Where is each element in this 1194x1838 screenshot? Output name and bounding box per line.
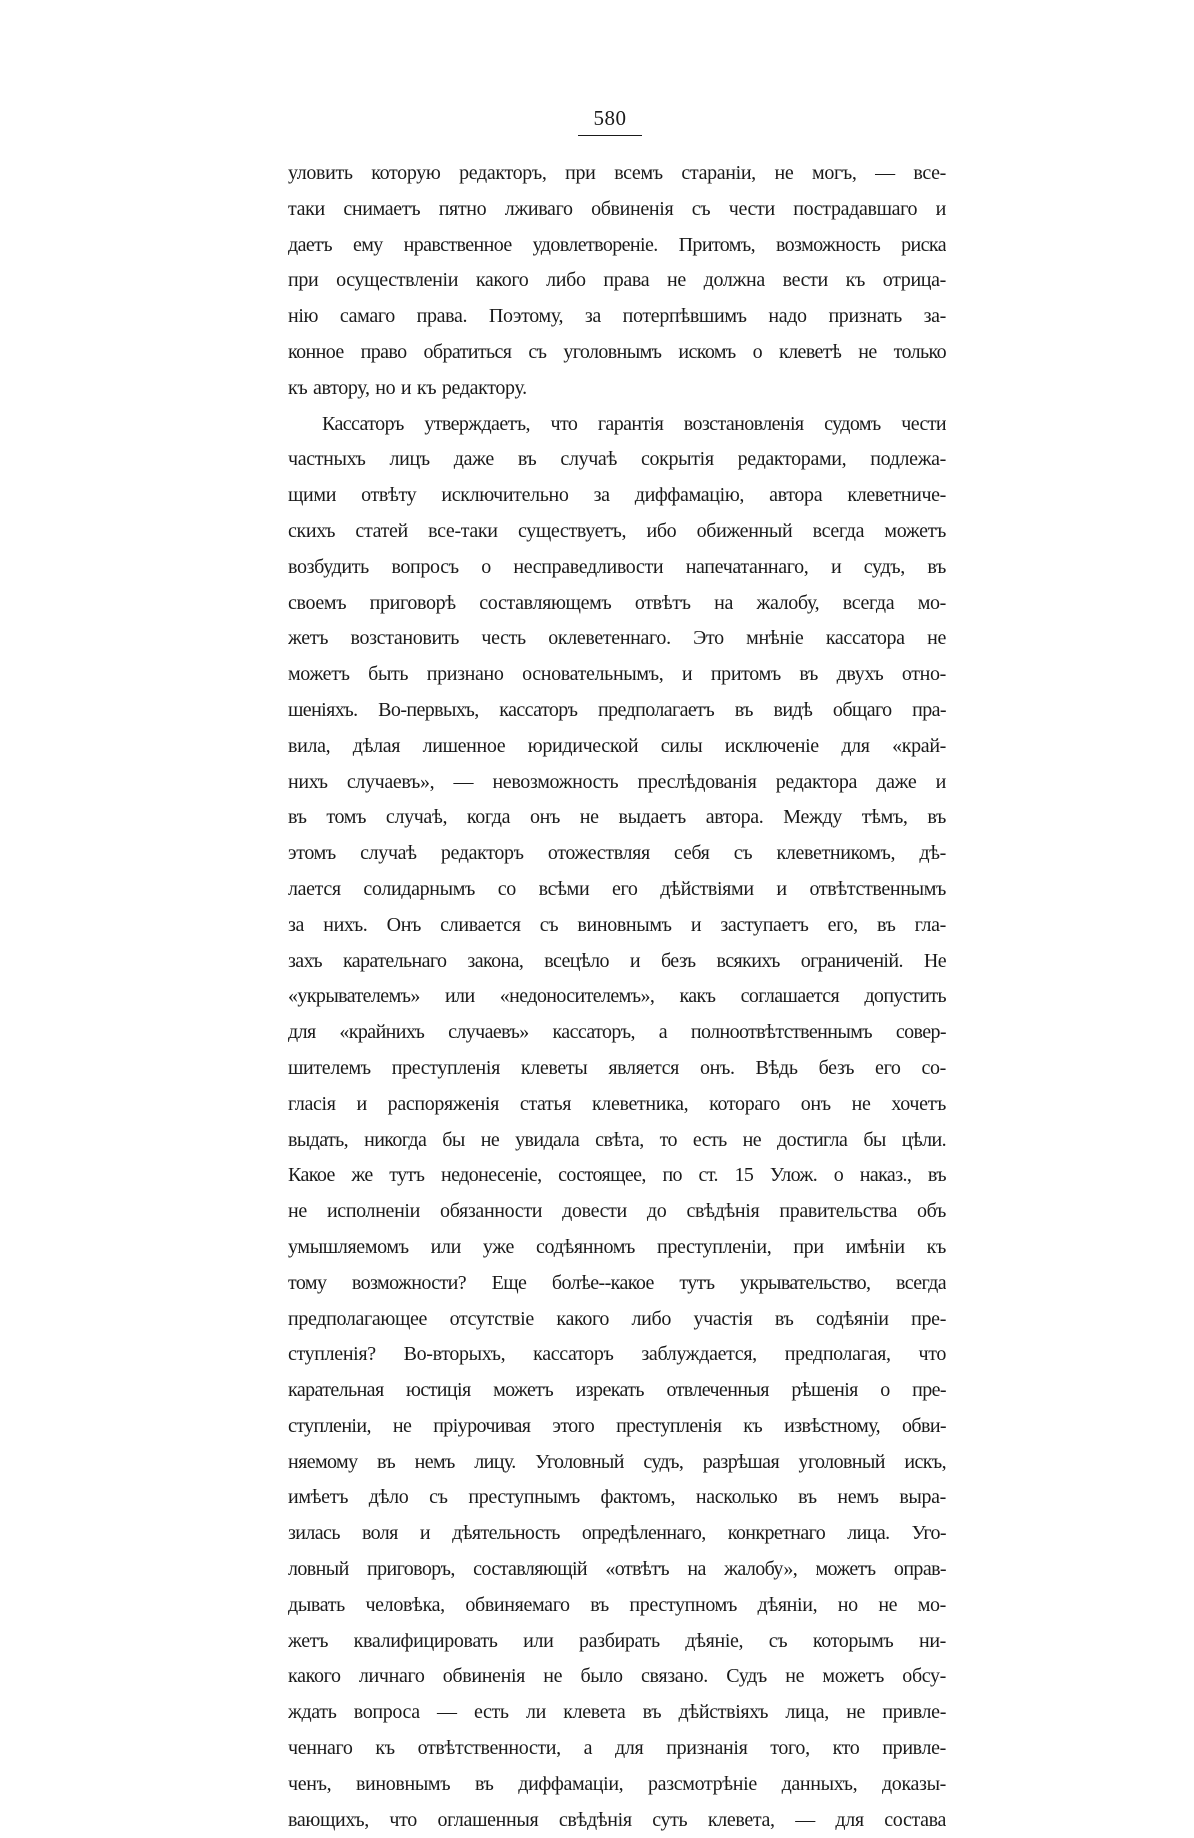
text-line: возбудить вопросъ о несправедливости напечатаннаго, и судъ, въ — [288, 555, 946, 578]
text-line: жетъ возстановить честь оклеветеннаго. Это мнѣніе кассатора не — [288, 627, 946, 650]
text-line: щими отвѣту исключительно за диффамацію, автора клеветниче- — [288, 484, 946, 507]
text-line: къ автору, но и къ редактору. — [288, 376, 527, 399]
text-line: ченъ, виновнымъ въ диффамаціи, разсмотрѣніе данныхъ, доказы- — [288, 1772, 946, 1795]
text-line: ловный приговоръ, составляющій «отвѣтъ на жалобу», можетъ оправ- — [288, 1558, 946, 1581]
text-line: даетъ ему нравственное удовлетвореніе. Притомъ, возможность риска — [288, 233, 946, 256]
text-line: дывать человѣка, обвиняемаго въ преступномъ дѣяніи, но не мо- — [288, 1593, 946, 1616]
text-line: карательная юстиція можетъ изрекать отвлеченныя рѣшенія о пре- — [288, 1379, 946, 1402]
text-line: няемому въ немъ лицу. Уголовный судъ, разрѣшая уголовный искъ, — [288, 1450, 946, 1473]
text-line: имѣетъ дѣло съ преступнымъ фактомъ, насколько въ немъ выра- — [288, 1486, 946, 1509]
text-line: за нихъ. Онъ сливается съ виновнымъ и заступаетъ его, въ гла- — [288, 913, 946, 936]
text-line: въ томъ случаѣ, когда онъ не выдаетъ автора. Между тѣмъ, въ — [288, 806, 946, 829]
text-line: шеніяхъ. Во-первыхъ, кассаторъ предполагаетъ въ видѣ общаго пра- — [288, 698, 946, 721]
page-number-rule — [578, 135, 642, 136]
text-line: выдать, никогда бы не увидала свѣта, то есть не достигла бы цѣли. — [288, 1128, 946, 1151]
text-line: своемъ приговорѣ составляющемъ отвѣтъ на жалобу, всегда мо- — [288, 591, 946, 614]
text-line: тому возможности? Еще болѣе--какое тутъ укрывательство, всегда — [288, 1271, 946, 1294]
text-line: нихъ случаевъ», — невозможность преслѣдованія редактора даже и — [288, 770, 946, 793]
text-line: конное право обратиться съ уголовнымъ искомъ о клеветѣ не только — [288, 340, 946, 363]
text-line: Какое же тутъ недонесеніе, состоящее, по ст. 15 Улож. о наказ., въ — [288, 1164, 946, 1187]
text-line: ченнаго къ отвѣтственности, а для признанія того, кто привле- — [288, 1737, 946, 1760]
text-line: «укрывателемъ» или «недоносителемъ», какъ соглашается допустить — [288, 985, 946, 1008]
body-text — [288, 156, 946, 1838]
text-line: предполагающее отсутствіе какого либо участія въ содѣяніи пре- — [288, 1307, 946, 1330]
text-line: для «крайнихъ случаевъ» кассаторъ, а полноотвѣтственнымъ совер- — [288, 1021, 946, 1044]
text-line: захъ карательнаго закона, всецѣло и безъ всякихъ ограниченій. Не — [288, 949, 946, 972]
text-line: лается солидарнымъ со всѣми его дѣйствіями и отвѣтственнымъ — [288, 877, 946, 900]
text-line: нію самаго права. Поэтому, за потерпѣвшимъ надо признать за- — [288, 305, 946, 328]
text-line: шителемъ преступленія клеветы является онъ. Вѣдь безъ его со- — [288, 1056, 946, 1079]
text-line: таки снимаетъ пятно лживаго обвиненія съ чести пострадавшаго и — [288, 197, 946, 220]
text-line: не исполненіи обязанности довести до свѣдѣнія правительства объ — [288, 1200, 946, 1223]
text-line: гласія и распоряженія статья клеветника, котораго онъ не хочетъ — [288, 1092, 946, 1115]
text-line: скихъ статей все-таки существуетъ, ибо обиженный всегда можетъ — [288, 519, 946, 542]
text-line: ступленіи, не пріурочивая этого преступленія къ извѣстному, обви- — [288, 1414, 946, 1437]
text-line: этомъ случаѣ редакторъ отожествляя себя съ клеветникомъ, дѣ- — [288, 842, 946, 865]
text-line: при осуществленіи какого либо права не должна вести къ отрица- — [288, 269, 946, 292]
text-line: вающихъ, что оглашенныя свѣдѣнія суть клевета, — для состава — [288, 1808, 946, 1831]
text-line: жетъ квалифицировать или разбирать дѣяніе, съ которымъ ни- — [288, 1629, 946, 1652]
text-line: частныхъ лицъ даже въ случаѣ сокрытія редакторами, подлежа- — [288, 448, 946, 471]
text-line: вила, дѣлая лишенное юридической силы исключеніе для «край- — [288, 734, 946, 757]
text-line: можетъ быть признано основательнымъ, и притомъ въ двухъ отно- — [288, 663, 946, 686]
text-line: зилась воля и дѣятельность опредѣленнаго, конкретнаго лица. Уго- — [288, 1522, 946, 1545]
text-line: ждать вопроса — есть ли клевета въ дѣйствіяхъ лица, не привле- — [288, 1701, 946, 1724]
text-line: какого личнаго обвиненія не было связано. Судъ не можетъ обсу- — [288, 1665, 946, 1688]
text-line: уловить которую редакторъ, при всемъ стараніи, не могъ, — все- — [288, 162, 946, 184]
text-line: Кассаторъ утверждаетъ, что гарантія возстановленія судомъ чести — [322, 412, 946, 435]
text-line: умышляемомъ или уже содѣянномъ преступленіи, при имѣніи къ — [288, 1235, 946, 1258]
page-number: 580 — [593, 106, 627, 130]
text-line: ступленія? Во-вторыхъ, кассаторъ заблуждается, предполагая, что — [288, 1343, 946, 1366]
